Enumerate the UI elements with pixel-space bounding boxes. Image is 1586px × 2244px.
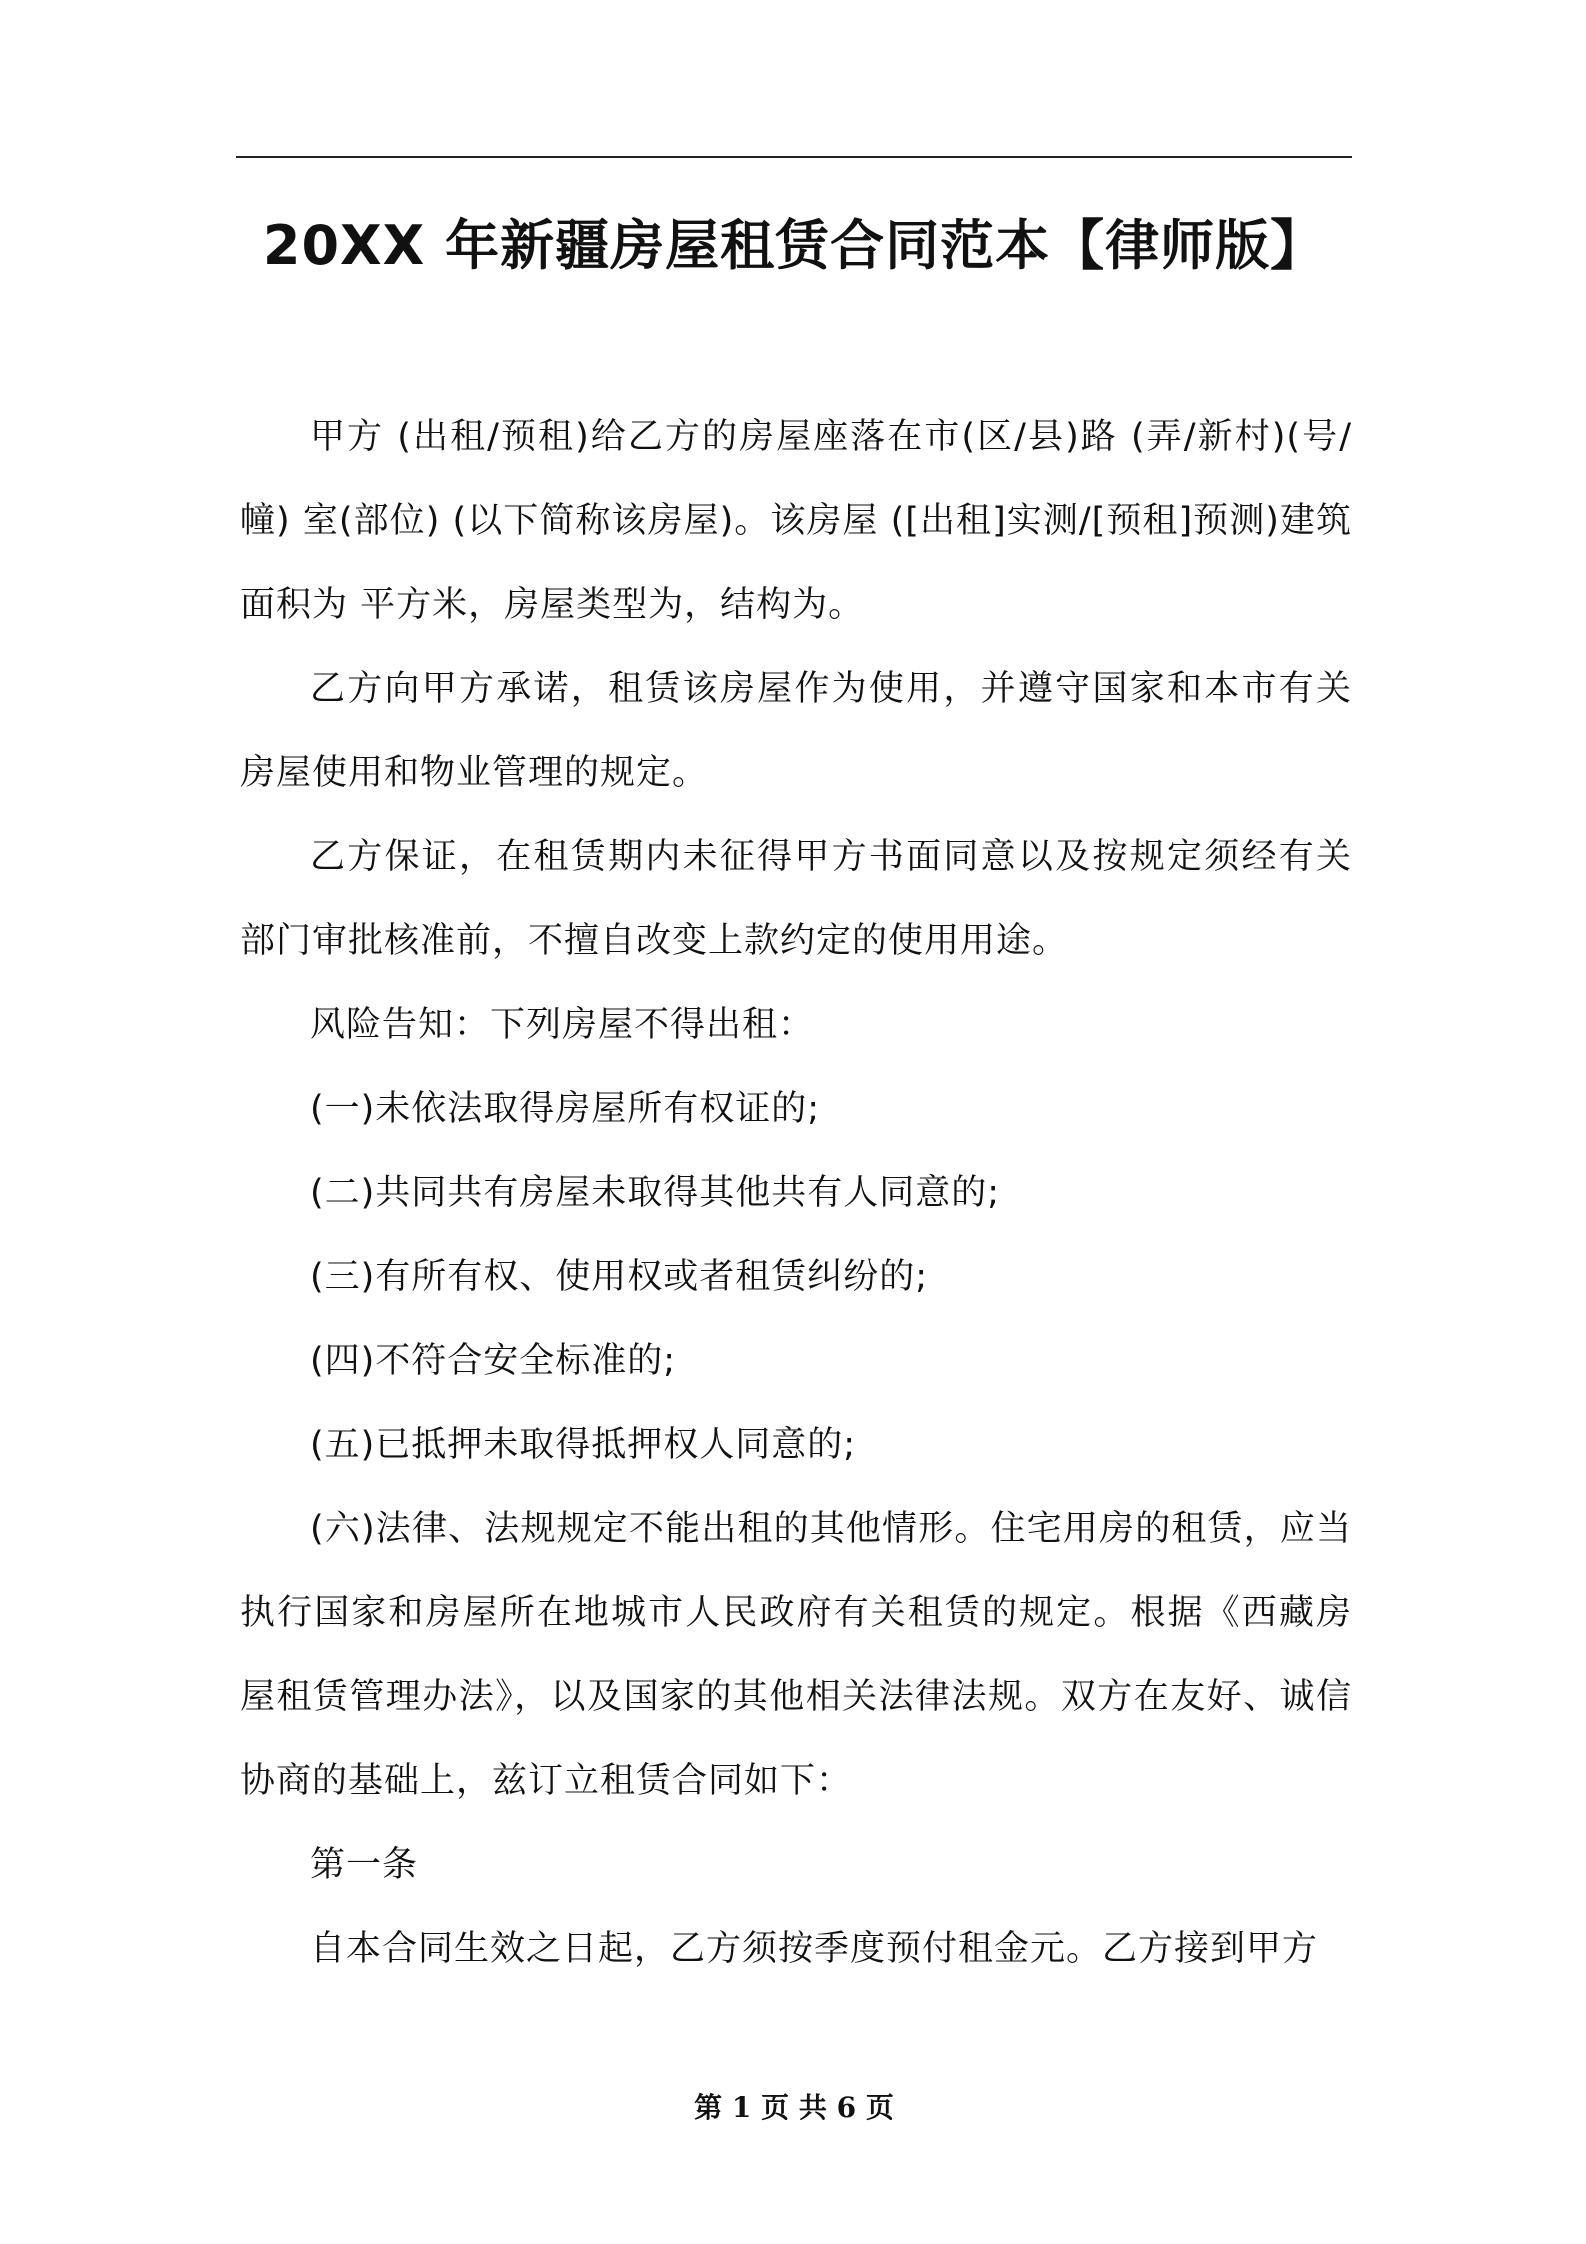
list-item: (六)法律、法规规定不能出租的其他情形。住宅用房的租赁，应当执行国家和房屋所在地城市人民政府有关租赁的规定。根据《西藏房屋租赁管理办法》，以及国家的其他相关法律法规。双方在友好、诚信协商的基础上，兹订立租赁合同如下： (240, 1509, 1352, 1801)
document-title: 20XX 年新疆房屋租赁合同范本【律师版】 (262, 214, 1326, 277)
page-number: 第 1 页 共 6 页 (694, 2091, 894, 2124)
article-heading: 第一条 (310, 1845, 419, 1885)
list-item: (三)有所有权、使用权或者租赁纠纷的; (310, 1257, 929, 1297)
list-item: (二)共同共有房屋未取得其他共有人同意的; (310, 1173, 1001, 1213)
paragraph-tenant-guarantee: 乙方保证，在租赁期内未征得甲方书面同意以及按规定须经有关部门审批核准前，不擅自改变上款约定的使用用途。 (240, 837, 1352, 961)
header-rule (236, 156, 1352, 158)
paragraph-property-location: 甲方 (出租/预租)给乙方的房屋座落在市(区/县)路 (弄/新村)(号/幢) 室(部位) (以下简称该房屋)。该房屋 ([出租]实测/[预租]预测)建筑面积为 平方米，房屋类型为，结构为。 (240, 417, 1352, 625)
list-item: (四)不符合安全标准的; (310, 1341, 677, 1381)
paragraph-tenant-promise: 乙方向甲方承诺，租赁该房屋作为使用，并遵守国家和本市有关房屋使用和物业管理的规定。 (240, 669, 1352, 793)
document-body (240, 395, 1352, 1991)
list-item: (五)已抵押未取得抵押权人同意的; (310, 1425, 857, 1465)
paragraph-risk-notice: 风险告知：下列房屋不得出租： (310, 1005, 815, 1045)
paragraph-article-one: 自本合同生效之日起，乙方须按季度预付租金元。乙方接到甲方 (310, 1929, 1319, 1969)
list-item: (一)未依法取得房屋所有权证的; (310, 1089, 821, 1129)
